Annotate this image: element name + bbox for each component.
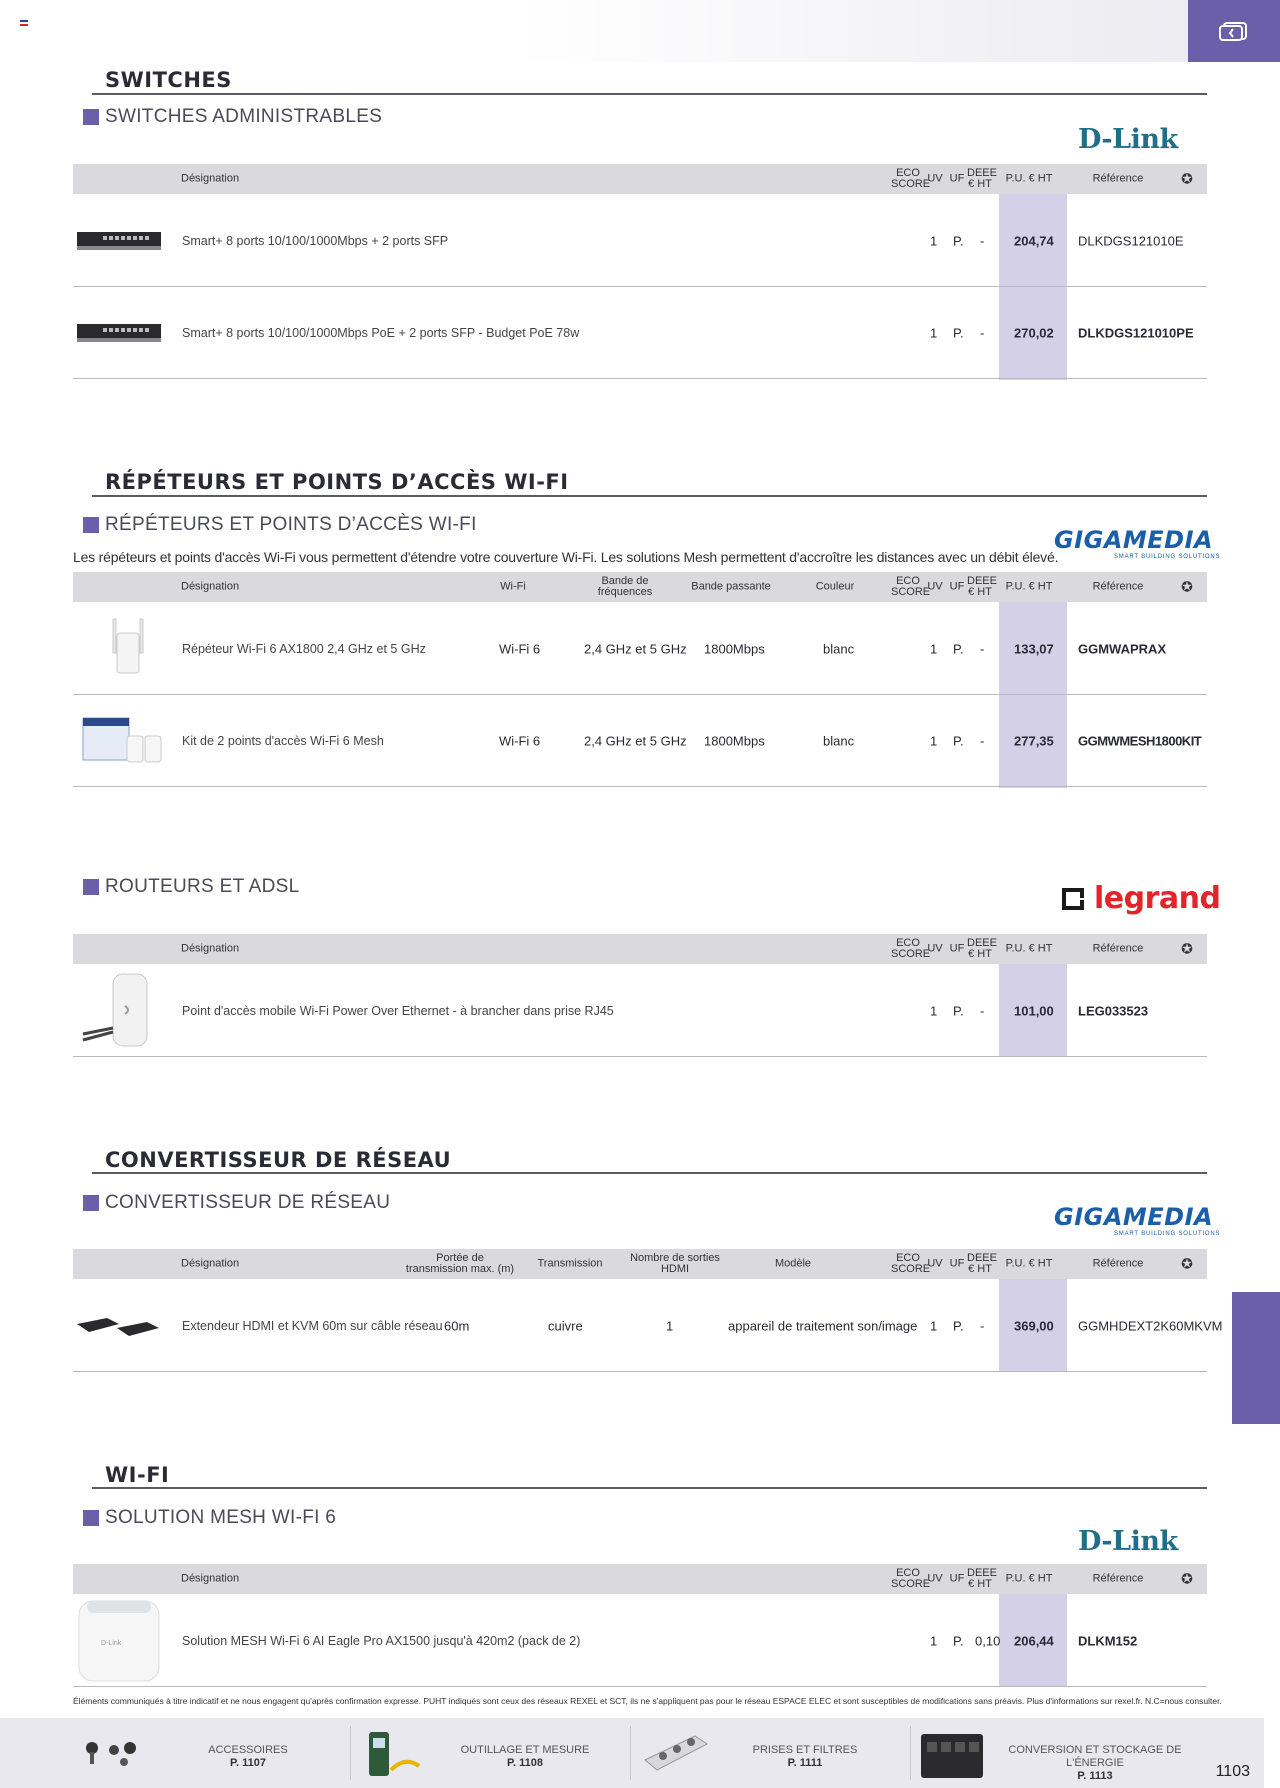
nav-item-sockets[interactable] [635, 1718, 905, 1788]
price: 133,07 [1014, 641, 1054, 656]
table-row[interactable] [73, 287, 1207, 379]
accessories-icon [80, 1732, 146, 1772]
designation: Solution MESH Wi-Fi 6 AI Eagle Pro AX1500 jusqu'à 420m2 (pack de 2) [182, 1633, 581, 1648]
col-deee: DEEE € HT [967, 167, 997, 190]
table-row[interactable] [73, 695, 1207, 787]
nav-label [705, 1744, 905, 1770]
designation: Kit de 2 points d'accès Wi-Fi 6 Mesh [182, 733, 384, 748]
uv: 1 [930, 1003, 938, 1018]
section-rule [92, 93, 1207, 95]
uf: P. [953, 233, 964, 248]
settings-icon[interactable]: ✪ [1181, 1570, 1193, 1587]
price: 206,44 [1014, 1633, 1054, 1648]
svg-text:D-Link: D-Link [101, 1639, 122, 1647]
brand-text: legrand [1094, 881, 1221, 916]
col-range: Portée de transmission max. (m) [405, 1252, 515, 1275]
hdmi-extender-image [73, 1306, 165, 1346]
uf: P. [953, 733, 964, 748]
mesh-router-image [73, 1597, 165, 1685]
col-deee: DEEE € HT [967, 1567, 997, 1590]
col-bandwidth: Bande passante [691, 580, 771, 593]
cart-icon [1218, 19, 1250, 43]
cart-tab[interactable] [1188, 0, 1280, 62]
col-designation: Désignation [181, 172, 240, 185]
subtitle-switches [83, 106, 382, 128]
uv: 1 [930, 1318, 938, 1333]
ups-icon [917, 1726, 987, 1782]
nav-label-text: ACCESSOIRES [208, 1744, 288, 1756]
uv: 1 [930, 641, 938, 656]
col-designation: Désignation [181, 1572, 240, 1585]
col-pu: P.U. € HT [1005, 172, 1053, 185]
settings-icon[interactable]: ✪ [1181, 1255, 1193, 1272]
col-designation: Désignation [181, 1257, 240, 1270]
mesh-kit-image [79, 706, 171, 776]
nav-page: P. 1111 [787, 1757, 823, 1769]
uf: P. [953, 1318, 964, 1333]
col-uf: UF [949, 172, 965, 185]
deee: - [980, 1318, 985, 1333]
uv: 1 [930, 733, 938, 748]
col-transmission: Transmission [537, 1257, 603, 1270]
subtitle-routers [83, 876, 300, 898]
section-title-switches: SWITCHES [105, 68, 232, 92]
table-row[interactable] [73, 603, 1207, 695]
table-header [73, 1249, 1207, 1279]
col-pu: P.U. € HT [1005, 942, 1053, 955]
subtitle-text: ROUTEURS ET ADSL [105, 876, 300, 897]
col-uf: UF [949, 942, 965, 955]
wifi: Wi-Fi 6 [499, 641, 541, 656]
col-eco: ECO SCORE [891, 1252, 931, 1275]
subtitle-text: SOLUTION MESH WI-FI 6 [105, 1507, 337, 1528]
col-pu: P.U. € HT [1005, 580, 1053, 593]
table-header [73, 572, 1207, 602]
top-bar [0, 0, 1280, 62]
subtitle-repeaters [83, 514, 477, 536]
col-deee: DEEE € HT [967, 1252, 997, 1275]
col-uf: UF [949, 1572, 965, 1585]
flag-icon [20, 20, 28, 26]
col-wifi: Wi-Fi [500, 580, 526, 593]
side-tab[interactable] [1232, 1292, 1280, 1424]
settings-icon[interactable]: ✪ [1181, 170, 1193, 187]
col-ref: Référence [1092, 1257, 1144, 1270]
price: 277,35 [1014, 733, 1054, 748]
uv: 1 [930, 325, 938, 340]
col-uv: UV [927, 580, 943, 593]
wifi: Wi-Fi 6 [499, 733, 541, 748]
designation: Extendeur HDMI et KVM 60m sur câble réseau [182, 1318, 443, 1333]
col-hdmi-outputs: Nombre de sorties HDMI [630, 1252, 720, 1275]
nav-item-tools[interactable] [355, 1718, 625, 1788]
table-header [73, 164, 1207, 194]
price: 369,00 [1014, 1318, 1054, 1333]
range: 60m [444, 1318, 470, 1333]
bandwidth: 1800Mbps [704, 641, 765, 656]
col-deee: DEEE € HT [967, 937, 997, 960]
reference[interactable]: DLKM152 [1078, 1633, 1138, 1648]
uv: 1 [930, 1633, 938, 1648]
reference[interactable]: DLKDGS121010E [1078, 233, 1184, 248]
repeater-image [83, 611, 175, 687]
brand-tagline: SMART BUILDING SOLUTIONS [1114, 554, 1221, 560]
deee: - [980, 1003, 985, 1018]
page-number: 1103 [1215, 1763, 1250, 1780]
section-title-repeaters: RÉPÉTEURS ET POINTS D’ACCÈS WI-FI [105, 470, 569, 494]
deee: - [980, 733, 985, 748]
subtitle-text: CONVERTISSEUR DE RÉSEAU [105, 1192, 391, 1213]
divider [910, 1726, 911, 1780]
col-ref: Référence [1092, 942, 1144, 955]
deee: - [980, 325, 985, 340]
brand-logo-gigamedia: GIGAMEDIA [1054, 1203, 1214, 1231]
subtitle-wifi [83, 1507, 336, 1529]
nav-label-text: CONVERSION ET STOCKAGE DE L'ÉNERGIE [1008, 1744, 1182, 1769]
reference[interactable]: GGMWAPRAX [1078, 641, 1167, 656]
col-color: Couleur [815, 580, 855, 593]
square-bullet-icon [83, 1195, 99, 1211]
square-bullet-icon [83, 1510, 99, 1526]
subtitle-converter [83, 1192, 390, 1214]
col-eco: ECO SCORE [891, 167, 931, 190]
col-uv: UV [927, 1572, 943, 1585]
table-header [73, 1564, 1207, 1594]
brand-logo-gigamedia: GIGAMEDIA [1054, 526, 1214, 554]
nav-item-energy[interactable] [915, 1718, 1215, 1788]
col-eco: ECO SCORE [891, 575, 931, 598]
deee: 0,10 [975, 1633, 1001, 1648]
measuring-tool-icon [363, 1726, 423, 1782]
frequency: 2,4 GHz et 5 GHz [584, 733, 687, 748]
square-bullet-icon [83, 109, 99, 125]
brand-logo-dlink: D-Link [1078, 124, 1178, 155]
col-deee: DEEE € HT [967, 575, 997, 598]
square-bullet-icon [83, 879, 99, 895]
nav-page: P. 1107 [230, 1757, 266, 1769]
access-point-image [73, 968, 165, 1054]
uv: 1 [930, 233, 938, 248]
uf: P. [953, 1633, 964, 1648]
divider [630, 1726, 631, 1780]
table-row[interactable] [73, 965, 1207, 1057]
subtitle-text: RÉPÉTEURS ET POINTS D’ACCÈS WI-FI [105, 514, 477, 535]
switch-image [73, 226, 165, 256]
reference[interactable]: GGMHDEXT2K60MKVM [1078, 1318, 1223, 1333]
uf: P. [953, 641, 964, 656]
designation: Smart+ 8 ports 10/100/1000Mbps + 2 ports SFP [182, 233, 449, 248]
deee: - [980, 641, 985, 656]
color: blanc [823, 733, 855, 748]
col-ref: Référence [1092, 580, 1144, 593]
designation: Smart+ 8 ports 10/100/1000Mbps PoE + 2 ports SFP - Budget PoE 78w [182, 325, 580, 340]
col-pu: P.U. € HT [1005, 1257, 1053, 1270]
col-uv: UV [927, 942, 943, 955]
section-rule [92, 495, 1207, 497]
nav-label-text: OUTILLAGE ET MESURE [460, 1744, 590, 1756]
divider [350, 1726, 351, 1780]
square-bullet-icon [83, 517, 99, 533]
nav-label-text: PRISES ET FILTRES [752, 1744, 858, 1756]
uf: P. [953, 1003, 964, 1018]
price: 204,74 [1014, 233, 1054, 248]
col-uv: UV [927, 172, 943, 185]
uf: P. [953, 325, 964, 340]
col-ref: Référence [1092, 172, 1144, 185]
table-row[interactable] [73, 1280, 1223, 1372]
col-frequency: Bande de fréquences [597, 575, 653, 598]
table-row[interactable] [73, 195, 1207, 287]
col-model: Modèle [774, 1257, 812, 1270]
brand-logo-legrand [1060, 881, 1220, 916]
price: 270,02 [1014, 325, 1054, 340]
section-rule [92, 1487, 1207, 1489]
col-uf: UF [949, 580, 965, 593]
col-eco: ECO SCORE [891, 937, 931, 960]
reference[interactable]: GGMWMESH1800KIT [1078, 733, 1202, 748]
subtitle-text: SWITCHES ADMINISTRABLES [105, 106, 383, 127]
settings-icon[interactable]: ✪ [1181, 940, 1193, 957]
deee: - [980, 233, 985, 248]
bandwidth: 1800Mbps [704, 733, 765, 748]
nav-item-accessories[interactable] [0, 1718, 345, 1788]
col-ref: Référence [1092, 1572, 1144, 1585]
section-rule [92, 1172, 1207, 1174]
bottom-nav [0, 1718, 1264, 1788]
col-uf: UF [949, 1257, 965, 1270]
frequency: 2,4 GHz et 5 GHz [584, 641, 687, 656]
reference[interactable]: DLKDGS121010PE [1078, 325, 1194, 340]
reference[interactable]: LEG033523 [1078, 1003, 1149, 1018]
section-title-wifi: WI-FI [105, 1463, 170, 1487]
disclaimer: Éléments communiqués à titre indicatif et ne nous engagent qu'après confirmation expresse. PUHT indiqués sont ceux des réseaux REXEL et SCT, ils ne s'appliquent pas pour le réseau ESPACE ELEC et sont susceptibles de modifications sans préavis. Plus d'informations sur rexel.fr. N.C=nous consulter. [73, 1696, 1222, 1706]
designation: Point d'accès mobile Wi-Fi Power Over Ethernet - à brancher dans prise RJ45 [182, 1003, 614, 1018]
col-eco: ECO SCORE [891, 1567, 931, 1590]
brand-logo-dlink: D-Link [1078, 1526, 1178, 1557]
switch-poe-image [73, 318, 165, 348]
nav-page: P. 1108 [507, 1757, 543, 1769]
nav-label [148, 1744, 348, 1770]
section-title-converter: CONVERTISSEUR DE RÉSEAU [105, 1148, 452, 1172]
nav-page: P. 1113 [1077, 1770, 1113, 1782]
price: 101,00 [1014, 1003, 1054, 1018]
table-row[interactable] [73, 1595, 1207, 1687]
col-designation: Désignation [181, 580, 240, 593]
hdmi-outputs: 1 [666, 1318, 674, 1333]
designation: Répéteur Wi-Fi 6 AX1800 2,4 GHz et 5 GHz [182, 641, 426, 656]
brand-tagline: SMART BUILDING SOLUTIONS [1114, 1231, 1221, 1237]
nav-label [985, 1744, 1205, 1783]
section-description: Les répéteurs et points d'accès Wi-Fi vous permettent d'étendre votre couverture Wi-Fi. Les solutions Mesh permettent d'accroître les distances avec un débit élevé. [73, 549, 1059, 565]
transmission: cuivre [548, 1318, 583, 1333]
power-strip-icon [641, 1730, 711, 1776]
col-designation: Désignation [181, 942, 240, 955]
model: appareil de traitement son/image [728, 1318, 918, 1333]
legrand-mark-icon [1060, 886, 1086, 912]
nav-label [425, 1744, 625, 1770]
settings-icon[interactable]: ✪ [1181, 578, 1193, 595]
table-header [73, 934, 1207, 964]
col-pu: P.U. € HT [1005, 1572, 1053, 1585]
col-uv: UV [927, 1257, 943, 1270]
color: blanc [823, 641, 855, 656]
